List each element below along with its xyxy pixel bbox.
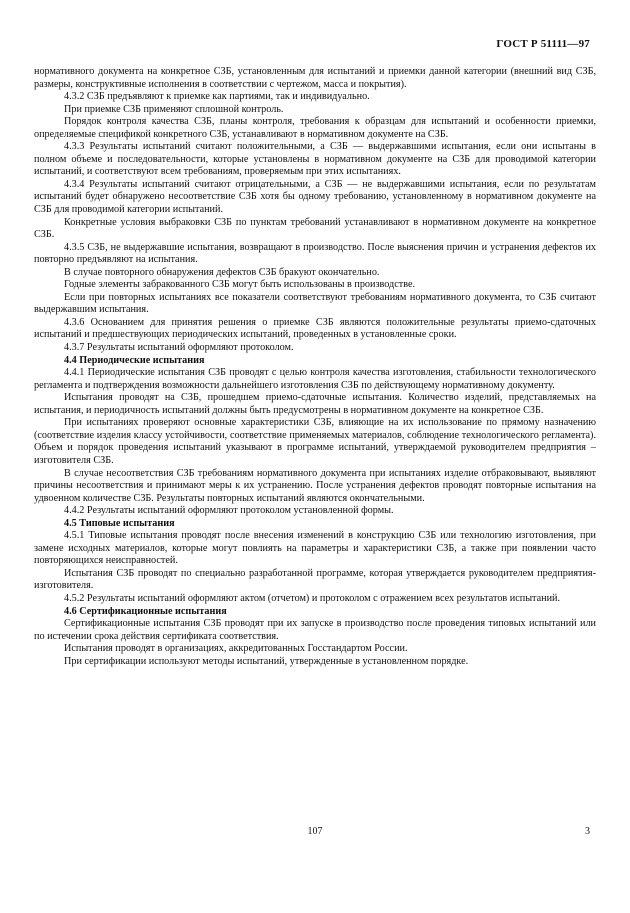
paragraph: Годные элементы забракованного СЗБ могут быть использованы в производстве. xyxy=(64,279,416,291)
paragraph: 4.3.5 СЗБ, не выдержавшие испытания, возвращают в производство. После выяснения причин и устранения дефектов их повторно предъявляют на испытания. xyxy=(34,241,596,266)
sheet-number: 3 xyxy=(585,826,590,837)
paragraph: Сертификационные испытания СЗБ проводят при их запуске в производство после проведения типовых испытаний или по истечении срока действия сертификата соответствия. xyxy=(34,618,596,642)
section-heading: 4.4 Периодические испытания xyxy=(64,354,205,366)
paragraph: 4.4.2 Результаты испытаний оформляют протоколом установленной формы. xyxy=(64,505,394,517)
document-header: ГОСТ Р 51111—97 xyxy=(496,38,590,50)
paragraph: Порядок контроля качества СЗБ, планы контроля, требования к образцам для испытаний и особенности приемки, определяемые спецификой конкретного СЗБ, устанавливают в нормативном документе на СЗБ. xyxy=(34,116,596,140)
paragraph: Испытания СЗБ проводят по специально разработанной программе, которая утверждается руководителем предприятия-изготовителя. xyxy=(34,567,596,592)
paragraph: Испытания проводят на СЗБ, прошедшем приемо-сдаточные испытания. Количество изделий, представляемых на испытания, и периодичность испытаний должны быть предусмотрены в нормативном документе на конкретное СЗБ. xyxy=(34,392,596,416)
paragraph: Если при повторных испытаниях все показатели соответствуют требованиям нормативного документа, то СЗБ считают выдержавшим испытания. xyxy=(34,291,596,316)
section-heading: 4.6 Сертификационные испытания xyxy=(64,605,227,617)
paragraph: Испытания проводят в организациях, аккредитованных Госстандартом России. xyxy=(64,643,408,655)
page-number: 107 xyxy=(307,826,323,837)
paragraph: При испытаниях проверяют основные характеристики СЗБ, влияющие на их использование по прямому назначению (соответствие изделия классу устойчивости, соответствие применяемых материалов, соблюдение технологического регламента). Объем и порядок проведения испытаний указывают в программе испытаний, утверждаемой руководителем предприятия – изготовителя СЗБ. xyxy=(34,417,596,466)
paragraph: В случае повторного обнаружения дефектов СЗБ бракуют окончательно. xyxy=(64,266,380,278)
paragraph: 4.5.2 Результаты испытаний оформляют актом (отчетом) и протоколом с отражением всех результатов испытаний. xyxy=(64,592,561,604)
paragraph: 4.3.7 Результаты испытаний оформляют протоколом. xyxy=(64,342,294,354)
paragraph: 4.3.2 СЗБ предъявляют к приемке как партиями, так и индивидуально. xyxy=(64,91,370,103)
section-heading: 4.5 Типовые испытания xyxy=(64,517,175,529)
paragraph: нормативного документа на конкретное СЗБ, установленным для испытаний и приемки данной категории (внешний вид СЗБ, размеры, конструктивные исполнения в соответствии с чертежом, масса и покрытия). xyxy=(34,66,596,90)
document-body xyxy=(34,66,596,668)
paragraph: 4.3.6 Основанием для принятия решения о приемке СЗБ являются положительные результаты приемо-сдаточных испытаний и предшествующих периодических испытаний, проведенных в установленные сроки. xyxy=(34,316,596,341)
paragraph: При сертификации используют методы испытаний, утвержденные в установленном порядке. xyxy=(64,655,469,667)
paragraph: При приемке СЗБ применяют сплошной контроль. xyxy=(64,103,284,115)
paragraph: 4.4.1 Периодические испытания СЗБ проводят с целью контроля качества изготовления, стабильности технологического регламента и подтверждения возможности дальнейшего изготовления СЗБ по действующему нормативному документу. xyxy=(34,367,596,391)
paragraph: 4.5.1 Типовые испытания проводят после внесения изменений в конструкцию СЗБ или технологию изготовления, при замене исходных материалов, которые могут повлиять на параметры и характеристики СЗБ, а также при появлении часто повторяющихся неисправностей. xyxy=(34,530,596,567)
paragraph: В случае несоответствия СЗБ требованиям нормативного документа при испытаниях изделие отбраковывают, выявляют причины несоответствия и принимают меры к их устранению. После устранения дефектов проводят повторные испытания на удвоенном количестве СЗБ. Результаты повторных испытаний являются окончательными. xyxy=(34,467,596,504)
paragraph: Конкретные условия выбраковки СЗБ по пунктам требований устанавливают в нормативном документе на конкретное СЗБ. xyxy=(34,216,596,241)
paragraph: 4.3.4 Результаты испытаний считают отрицательными, а СЗБ — не выдержавшими испытания, если по результатам испытаний будет обнаружено несоответствие СЗБ хотя бы одному требованию, установленному в нормативном документе на СЗБ для проводимой категории испытаний. xyxy=(34,178,596,216)
paragraph: 4.3.3 Результаты испытаний считают положительными, а СЗБ — выдержавшими испытания, если они испытаны в полном объеме и последовательности, которые установлены в нормативном документе на СЗБ для проводимой категории испытаний, и соответствуют всем требованиям, проверяемым при этих испытаниях. xyxy=(34,141,596,178)
